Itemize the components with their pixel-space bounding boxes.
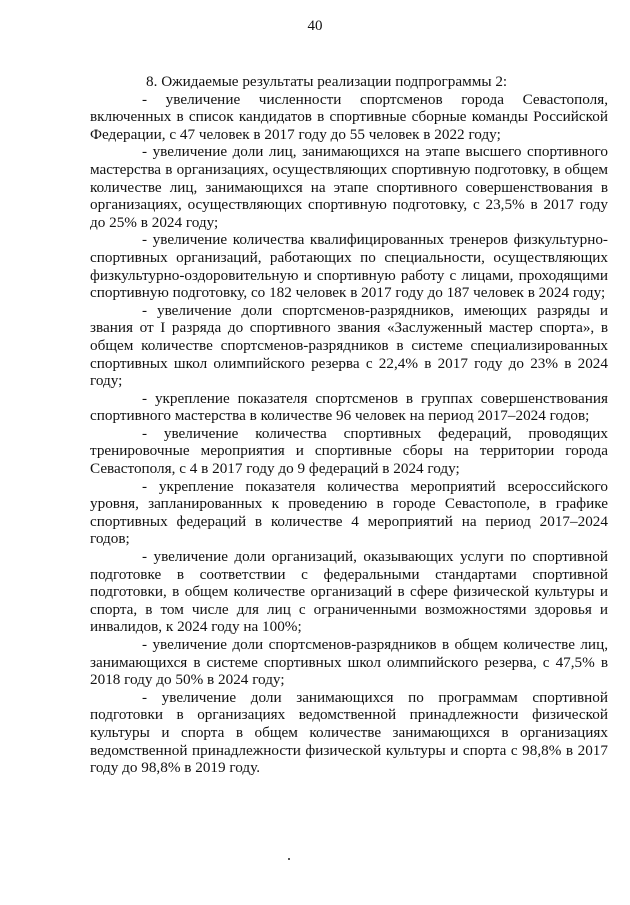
result-item-8: - увеличение доли организаций, оказывающих услуги по спортивной подготовке в соответствии с федеральными стандартами спортивной подготовки, в общем количестве организаций в сфере физической культуры и спорта, в том числе для лиц с ограниченными возможностями здоровья и инвалидов, к 2024 году на 100%; [90,548,608,636]
section-heading: 8. Ожидаемые результаты реализации подпрограммы 2: [146,73,508,90]
page-number: 40 [307,18,323,34]
result-item-3: - увеличение количества квалифицированных тренеров физкультурно-спортивных организаций, работающих по специальности, осуществляющих физкультурно-оздоровительную и спортивную работу с лицами, проходящими спортивную подготовку, со 182 человек в 2017 году до 187 человек в 2024 году; [90,231,608,302]
result-item-10: - увеличение доли занимающихся по программам спортивной подготовки в организациях ведомственной принадлежности физической культуры и спорта в общем количестве занимающихся в организациях ведомственной принадлежности физической культуры и спорта с 98,8% в 2017 году до 98,8% в 2019 году. [90,688,608,777]
result-item-4: - увеличение доли спортсменов-разрядников, имеющих разряды и звания от I разряда до спортивного звания «Заслуженный мастер спорта», в общем количестве спортсменов-разрядников в системе специализированных спортивных школ олимпийского резерва с 22,4% в 2017 году до 23% в 2024 году; [90,301,608,390]
document-body [90,73,608,777]
result-item-1: - увеличение численности спортсменов города Севастополя, включенных в список кандидатов в спортивные сборные команды Российской Федерации, с 47 человек в 2017 году до 55 человек в 2022 году; [90,90,608,143]
result-item-2: - увеличение доли лиц, занимающихся на этапе высшего спортивного мастерства в организациях, осуществляющих спортивную подготовку, в общем количестве лиц, занимающихся на этапе спортивного совершенствования в организациях, осуществляющих спортивную подготовку, с 23,5% в 2017 году до 25% в 2024 году; [90,143,608,231]
result-item-5: - укрепление показателя спортсменов в группах совершенствования спортивного мастерства в количестве 96 человек на период 2017–2024 годов; [90,389,608,425]
result-item-9: - увеличение доли спортсменов-разрядников в общем количестве лиц, занимающихся в системе спортивных школ олимпийского резерва, с 47,5% в 2018 году до 50% в 2024 году; [90,636,608,689]
result-item-6: - увеличение количества спортивных федераций, проводящих тренировочные мероприятия и спортивные сборы на территории города Севастополя, с 4 в 2017 году до 9 федераций в 2024 году; [90,424,608,478]
scan-speck [288,858,290,860]
result-item-7: - укрепление показателя количества мероприятий всероссийского уровня, запланированных к проведению в городе Севастополе, в графике спортивных федераций в количестве 4 мероприятий на период 2017–2024 годов; [90,477,608,548]
